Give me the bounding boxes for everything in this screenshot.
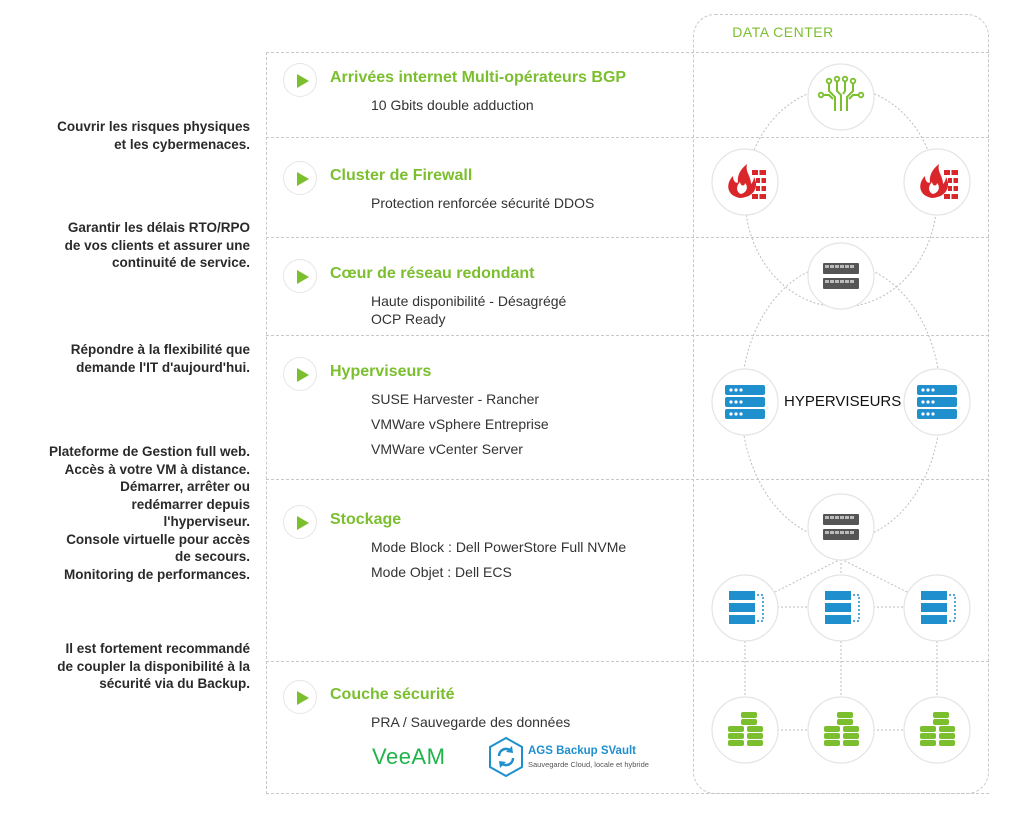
hypervisors-label: HYPERVISEURS bbox=[784, 393, 902, 410]
section-detail-line: VMWare vCenter Server bbox=[371, 441, 523, 457]
left-text-line: Couvrir les risques physiques bbox=[57, 119, 250, 134]
firewall-icon bbox=[904, 149, 970, 215]
section-detail-line: Mode Block : Dell PowerStore Full NVMe bbox=[371, 539, 627, 555]
section-detail-line: Mode Objet : Dell ECS bbox=[371, 564, 512, 580]
ags-backup-title: AGS Backup SVault bbox=[528, 745, 637, 757]
section-title: Cluster de Firewall bbox=[330, 167, 473, 184]
network-switch-icon bbox=[808, 243, 874, 309]
left-text-backup bbox=[57, 640, 250, 693]
section-title: Cœur de réseau redondant bbox=[330, 265, 535, 282]
left-text-line: Monitoring de performances. bbox=[63, 566, 250, 582]
play-icon bbox=[283, 357, 317, 391]
section-detail-line: SUSE Harvester - Rancher bbox=[371, 391, 540, 407]
section-details bbox=[371, 713, 570, 738]
section-details bbox=[371, 538, 626, 588]
left-text-line: Garantir les délais RTO/RPO bbox=[67, 220, 250, 235]
left-text-line: continuité de service. bbox=[111, 255, 250, 270]
network-switch-icon bbox=[808, 494, 874, 560]
left-text-line: demande l'IT d'aujourd'hui. bbox=[76, 359, 250, 375]
database-icon bbox=[712, 697, 778, 763]
section-detail-line: Haute disponibilité - Désagrégé bbox=[371, 293, 567, 309]
circuit-icon bbox=[808, 64, 874, 130]
left-text-management bbox=[49, 443, 250, 583]
play-icon bbox=[283, 680, 317, 714]
left-text-rto-rpo bbox=[65, 219, 250, 272]
ags-backup-subtitle: Sauvegarde Cloud, locale et hybride bbox=[528, 760, 649, 769]
data-center-title: DATA CENTER bbox=[732, 24, 834, 40]
database-icon bbox=[904, 697, 970, 763]
left-text-line: Console virtuelle pour accès bbox=[66, 531, 250, 547]
storage-array-icon bbox=[712, 575, 778, 641]
left-text-line: Répondre à la flexibilité que bbox=[70, 342, 250, 357]
section-title: Hyperviseurs bbox=[330, 363, 432, 380]
left-text-line: redémarrer depuis bbox=[131, 496, 250, 512]
play-icon bbox=[283, 259, 317, 293]
left-text-line: et les cybermenaces. bbox=[114, 136, 250, 152]
server-icon bbox=[712, 369, 778, 435]
section-detail-line: VMWare vSphere Entreprise bbox=[371, 416, 549, 432]
left-text-line: Accès à votre VM à distance. bbox=[64, 461, 250, 477]
storage-array-icon bbox=[904, 575, 970, 641]
play-icon bbox=[283, 161, 317, 195]
section-title: Couche sécurité bbox=[330, 686, 455, 703]
left-text-flexibility bbox=[71, 341, 250, 376]
section-detail-line: 10 Gbits double adduction bbox=[371, 97, 534, 113]
left-text-line: sécurité via du Backup. bbox=[99, 676, 250, 691]
firewall-icon bbox=[712, 149, 778, 215]
section-title: Arrivées internet Multi-opérateurs BGP bbox=[330, 69, 627, 86]
storage-array-icon bbox=[808, 575, 874, 641]
left-text-line: de secours. bbox=[174, 549, 250, 564]
left-text-line: de vos clients et assurer une bbox=[64, 237, 250, 253]
server-icon bbox=[904, 369, 970, 435]
left-text-line: Démarrer, arrêter ou bbox=[120, 479, 250, 494]
section-details bbox=[371, 390, 549, 465]
database-icon bbox=[808, 697, 874, 763]
left-text-risks bbox=[57, 118, 250, 153]
play-icon bbox=[283, 505, 317, 539]
section-title: Stockage bbox=[330, 511, 402, 528]
left-text-line: l'hyperviseur. bbox=[163, 514, 250, 529]
section-detail-line: OCP Ready bbox=[371, 311, 446, 327]
section-details bbox=[371, 194, 594, 219]
play-icon bbox=[283, 63, 317, 97]
section-details bbox=[371, 96, 534, 121]
section-details bbox=[371, 292, 566, 328]
veeam-logo: VeeAM bbox=[372, 744, 446, 769]
left-text-line: Plateforme de Gestion full web. bbox=[48, 444, 250, 459]
left-text-line: de coupler la disponibilité à la bbox=[57, 658, 250, 674]
section-detail-line: PRA / Sauvegarde des données bbox=[371, 714, 571, 730]
ags-backup-logo-icon bbox=[488, 737, 524, 777]
section-detail-line: Protection renforcée sécurité DDOS bbox=[371, 195, 595, 211]
left-text-line: Il est fortement recommandé bbox=[65, 641, 250, 656]
